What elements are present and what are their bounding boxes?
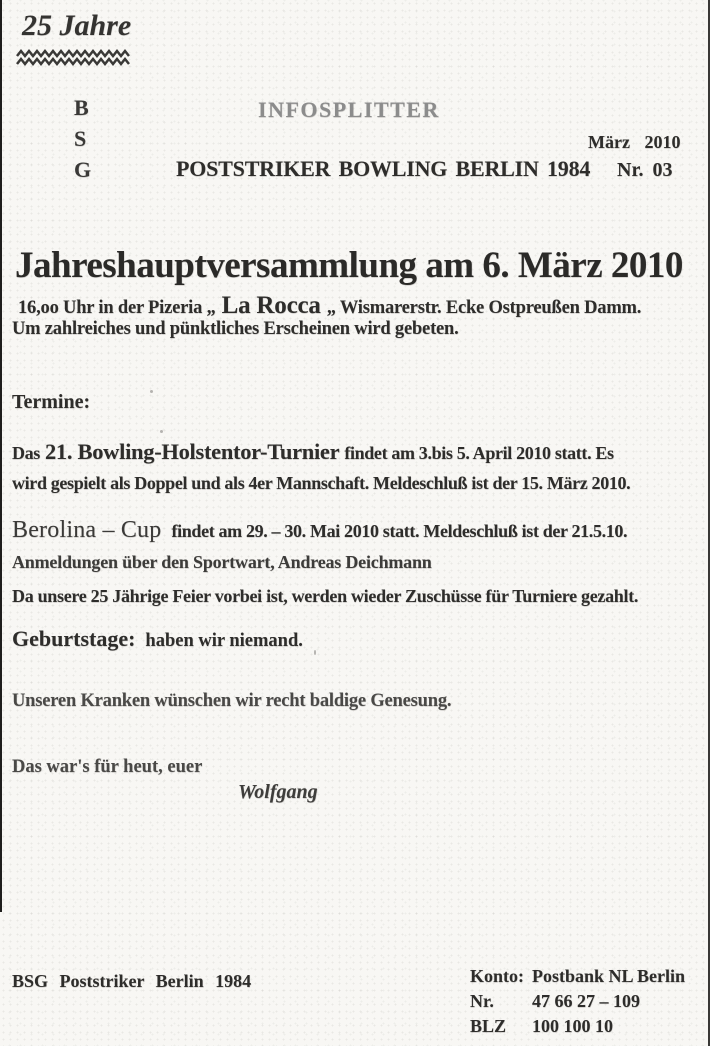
event-holstentor-line1: [12, 437, 706, 468]
scan-speck: [160, 430, 163, 433]
venue-time-text: 16,oo Uhr in der Pizeria „: [18, 298, 216, 318]
closing-line: Das war's für heut, euer: [12, 757, 203, 777]
bank-details: [470, 964, 685, 1039]
event-berolina-details: findet am 29. – 30. Mai 2010 statt. Meldeschluß ist der 21.5.10.: [171, 521, 628, 541]
anniversary-label: 25 Jahre: [22, 9, 132, 42]
bank-nr-label: Nr.: [470, 991, 494, 1011]
org-initial-g: G: [74, 157, 92, 182]
bank-row-konto: [470, 964, 685, 989]
punctuality-note: Um zahlreiches und pünktliches Erscheinen wird gebeten.: [12, 319, 459, 339]
anniversary-squiggle-decoration: [16, 49, 134, 75]
birthdays-text: haben wir niemand.: [145, 631, 303, 651]
footer-org-line: BSG Poststriker Berlin 1984: [12, 971, 252, 991]
bank-konto-value: Postbank NL Berlin: [532, 966, 686, 986]
bank-blz-label: BLZ: [470, 1016, 507, 1036]
event-berolina-name: Berolina – Cup: [12, 517, 162, 543]
org-initial-s: S: [74, 126, 87, 151]
venue-address-text: „ Wismarerstr. Ecke Ostpreußen Damm.: [326, 298, 642, 318]
event-berolina-paragraph: [12, 515, 706, 576]
issue-date: März 2010: [588, 132, 681, 152]
org-name: POSTSTRIKER BOWLING BERLIN 1984: [176, 156, 591, 181]
scan-speck: [150, 390, 153, 393]
event-holstentor-line2: wird gespielt als Doppel und als 4er Mannschaft. Meldeschluß ist der 15. März 2010.: [12, 473, 631, 493]
event-berolina-line2: Anmeldungen über den Sportwart, Andreas Deichmann: [12, 552, 432, 572]
subsidy-note: Da unsere 25 Jährige Feier vorbei ist, werden wieder Zuschüsse für Turniere gezahlt.: [12, 586, 639, 606]
bank-row-blz: [470, 1014, 685, 1039]
bank-konto-label: Konto:: [470, 966, 524, 986]
venue-name: La Rocca: [221, 292, 321, 319]
event-holstentor-paragraph: [12, 437, 706, 498]
newsletter-title: INFOSPLITTER: [258, 97, 440, 122]
bank-row-nr: [470, 989, 685, 1014]
get-well-line: Unseren Kranken wünschen wir recht baldige Genesung.: [12, 691, 452, 711]
bank-nr-value: 47 66 27 – 109: [532, 991, 640, 1011]
issue-number: Nr. 03: [617, 159, 673, 181]
org-initials: [74, 92, 91, 185]
bank-blz-value: 100 100 10: [532, 1016, 613, 1036]
birthdays-label: Geburtstage:: [12, 626, 136, 651]
org-initial-b: B: [74, 95, 89, 120]
headline-annual-meeting: Jahreshauptversammlung am 6. März 2010: [15, 245, 683, 286]
scan-left-edge-line: [0, 0, 2, 912]
scan-speck: [314, 650, 316, 655]
event-holstentor-intro: Das: [12, 443, 40, 463]
event-berolina-line1: [12, 515, 706, 548]
termine-heading: Termine:: [12, 391, 91, 413]
event-holstentor-name: 21. Bowling-Holstentor-Turnier: [44, 439, 340, 464]
birthdays-line: [12, 624, 303, 657]
signature: Wolfgang: [238, 781, 318, 803]
event-holstentor-details: findet am 3.bis 5. April 2010 statt. Es: [344, 443, 614, 463]
